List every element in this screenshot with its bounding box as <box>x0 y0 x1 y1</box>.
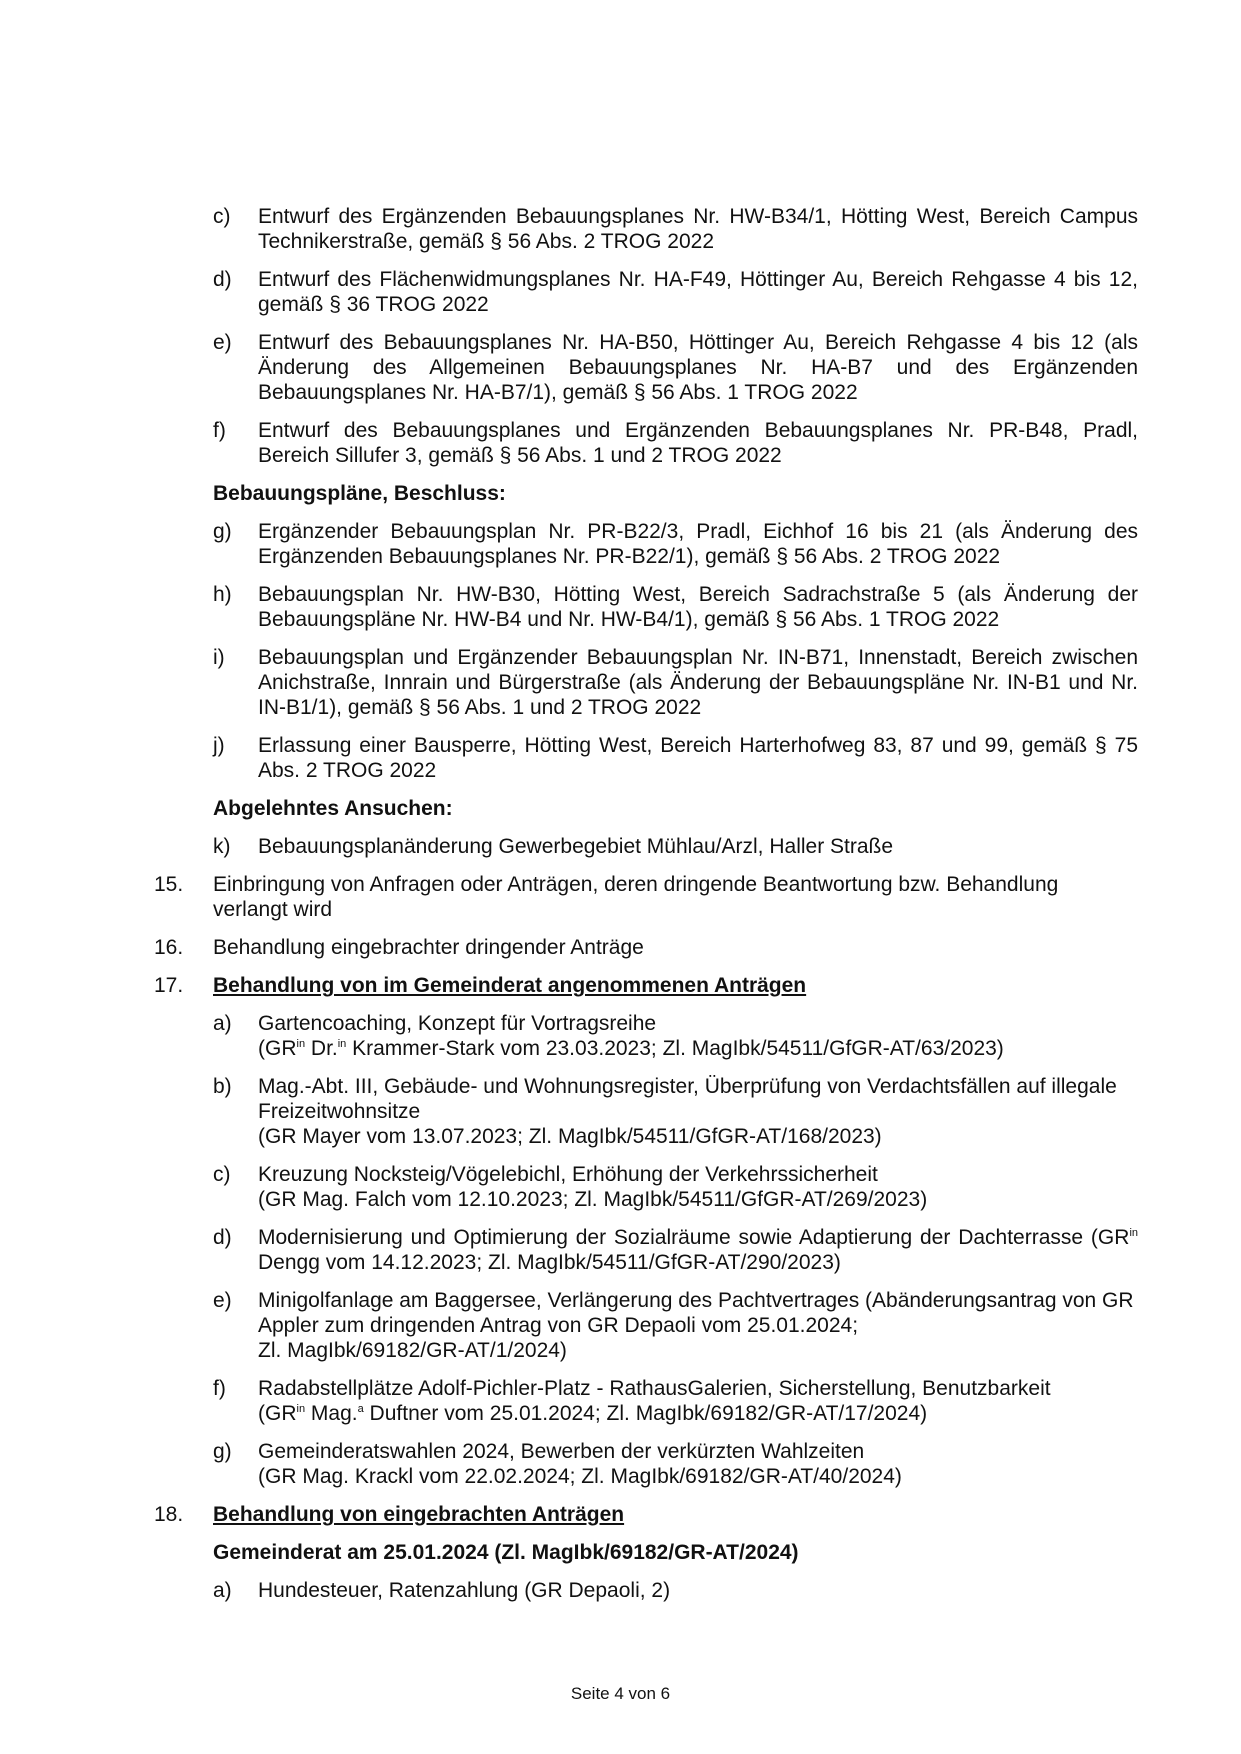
item-text: Behandlung eingebrachter dringender Anträge <box>213 936 644 959</box>
item-reference: (GR Mag. Krackl vom 22.02.2024; Zl. MagIbk/69182/GR-AT/40/2024) <box>258 1465 902 1488</box>
item-label: a) <box>213 1579 232 1602</box>
agenda-item-15 <box>154 872 1138 922</box>
item-text: Minigolfanlage am Baggersee, Verlängerung des Pachtvertrages (Abänderungsantrag von GR Appler zum dringenden Antrag von GR Depaoli vom 25.01.2024; <box>258 1289 1134 1337</box>
item-text: Entwurf des Ergänzenden Bebauungsplanes Nr. HW-B34/1, Hötting West, Bereich Campus Technikerstraße, gemäß § 56 Abs. 2 TROG 2022 <box>258 205 1138 253</box>
item-text: Kreuzung Nocksteig/Vögelebichl, Erhöhung der Verkehrssicherheit <box>258 1163 878 1186</box>
item-number: 17. <box>154 974 184 997</box>
list-item <box>154 1439 1138 1489</box>
list-item <box>154 267 1138 317</box>
item-number: 16. <box>154 936 184 959</box>
list-item <box>154 645 1138 720</box>
item-title: Behandlung von eingebrachten Anträgen <box>213 1503 625 1526</box>
item-label: f) <box>213 419 226 442</box>
item-label: h) <box>213 583 232 606</box>
list-item <box>154 519 1138 569</box>
list-item <box>154 204 1138 254</box>
item-text: Gartencoaching, Konzept für Vortragsreihe <box>258 1012 657 1035</box>
item-label: f) <box>213 1377 226 1400</box>
item-text: Bebauungsplan Nr. HW-B30, Hötting West, Bereich Sadrachstraße 5 (als Änderung der Bebauungspläne Nr. HW-B4 und Nr. HW-B4/1), gemäß § 56 Abs. 1 TROG 2022 <box>258 583 1138 631</box>
item-text: Ergänzender Bebauungsplan Nr. PR-B22/3, Pradl, Eichhof 16 bis 21 (als Änderung des Ergänzenden Bebauungsplanes Nr. PR-B22/1), gemäß § 56 Abs. 2 TROG 2022 <box>258 520 1138 568</box>
item-text: Mag.-Abt. III, Gebäude- und Wohnungsregister, Überprüfung von Verdachtsfällen auf illegale Freizeitwohnsitze <box>258 1075 1117 1123</box>
item-text: Modernisierung und Optimierung der Sozialräume sowie Adaptierung der Dachterrasse ($GR^{in}$ Dengg vom 14.12.2023; Zl. MagIbk/54511/GfGR-AT/290/2023) <box>258 1226 1138 1274</box>
item-title: Behandlung von im Gemeinderat angenommenen Anträgen <box>213 974 807 997</box>
item-label: b) <box>213 1075 232 1098</box>
item-reference: ($GR^{in}$ Dr.$^{in}$ Krammer-Stark vom 23.03.2023; Zl. MagIbk/54511/GfGR-AT/63/2023) <box>258 1037 1004 1060</box>
item-label: g) <box>213 520 232 543</box>
item-label: e) <box>213 331 232 354</box>
item-reference: ($GR^{in}$ Mag.$^a$ Duftner vom 25.01.2024; Zl. MagIbk/69182/GR-AT/17/2024) <box>258 1402 928 1425</box>
item-text: Einbringung von Anfragen oder Anträgen, deren dringende Beantwortung bzw. Behandlung verlangt wird <box>213 873 1059 921</box>
agenda-item-17 <box>154 973 1138 998</box>
list-item <box>154 582 1138 632</box>
item-number: 15. <box>154 873 184 896</box>
list-item <box>154 733 1138 783</box>
page-footer: Seite 4 von 6 <box>570 1684 671 1703</box>
list-item <box>154 1011 1138 1061</box>
list-item <box>154 330 1138 405</box>
list-item <box>154 1578 1138 1603</box>
item-text: Entwurf des Flächenwidmungsplanes Nr. HA-F49, Höttinger Au, Bereich Rehgasse 4 bis 12, gemäß § 36 TROG 2022 <box>258 268 1138 316</box>
item-reference: (GR Mag. Falch vom 12.10.2023; Zl. MagIbk/54511/GfGR-AT/269/2023) <box>258 1188 928 1211</box>
document-body <box>154 204 1138 1616</box>
item-reference: Zl. MagIbk/69182/GR-AT/1/2024) <box>258 1339 567 1362</box>
item-label: g) <box>213 1440 232 1463</box>
item-label: a) <box>213 1012 232 1035</box>
item-label: e) <box>213 1289 232 1312</box>
list-item <box>154 1288 1138 1363</box>
item-reference: (GR Mayer vom 13.07.2023; Zl. MagIbk/54511/GfGR-AT/168/2023) <box>258 1125 882 1148</box>
item-text: Gemeinderatswahlen 2024, Bewerben der verkürzten Wahlzeiten <box>258 1440 865 1463</box>
item-text: Bebauungsplan und Ergänzender Bebauungsplan Nr. IN-B71, Innenstadt, Bereich zwischen Anichstraße, Innrain und Bürgerstraße (als Änderung der Bebauungspläne Nr. IN-B1 und Nr. IN-B1/1), gemäß § 56 Abs. 1 und 2 TROG 2022 <box>258 646 1138 719</box>
item-label: c) <box>213 1163 231 1186</box>
item-text: Entwurf des Bebauungsplanes Nr. HA-B50, Höttinger Au, Bereich Rehgasse 4 bis 12 (als Änderung des Allgemeinen Bebauungsplanes Nr. HA-B7 und des Ergänzenden Bebauungsplanes Nr. HA-B7/1), gemäß § 56 Abs. 1 TROG 2022 <box>258 331 1138 404</box>
item-label: i) <box>213 646 225 669</box>
section-heading-abgelehnt: Abgelehntes Ansuchen: <box>213 797 453 820</box>
section-heading-gemeinderat: Gemeinderat am 25.01.2024 (Zl. MagIbk/69182/GR-AT/2024) <box>213 1541 799 1564</box>
agenda-item-18 <box>154 1502 1138 1527</box>
list-item <box>154 834 1138 859</box>
item-text: Hundesteuer, Ratenzahlung (GR Depaoli, 2) <box>258 1579 671 1602</box>
list-item <box>154 1162 1138 1212</box>
item-text: Erlassung einer Bausperre, Hötting West, Bereich Harterhofweg 83, 87 und 99, gemäß § 75 Abs. 2 TROG 2022 <box>258 734 1138 782</box>
item-text: Entwurf des Bebauungsplanes und Ergänzenden Bebauungsplanes Nr. PR-B48, Pradl, Bereich Sillufer 3, gemäß § 56 Abs. 1 und 2 TROG 2022 <box>258 419 1138 467</box>
agenda-item-16 <box>154 935 1138 960</box>
item-label: k) <box>213 835 231 858</box>
item-number: 18. <box>154 1503 184 1526</box>
item-label: j) <box>213 734 225 757</box>
list-item <box>154 1074 1138 1149</box>
item-label: d) <box>213 1226 232 1249</box>
item-label: d) <box>213 268 232 291</box>
item-text: Bebauungsplanänderung Gewerbegebiet Mühlau/Arzl, Haller Straße <box>258 835 894 858</box>
item-label: c) <box>213 205 231 228</box>
list-item <box>154 1225 1138 1275</box>
item-text: Radabstellplätze Adolf-Pichler-Platz - RathausGalerien, Sicherstellung, Benutzbarkeit <box>258 1377 1051 1400</box>
list-item <box>154 418 1138 468</box>
section-heading-beschluss: Bebauungspläne, Beschluss: <box>213 482 506 505</box>
list-item <box>154 1376 1138 1426</box>
